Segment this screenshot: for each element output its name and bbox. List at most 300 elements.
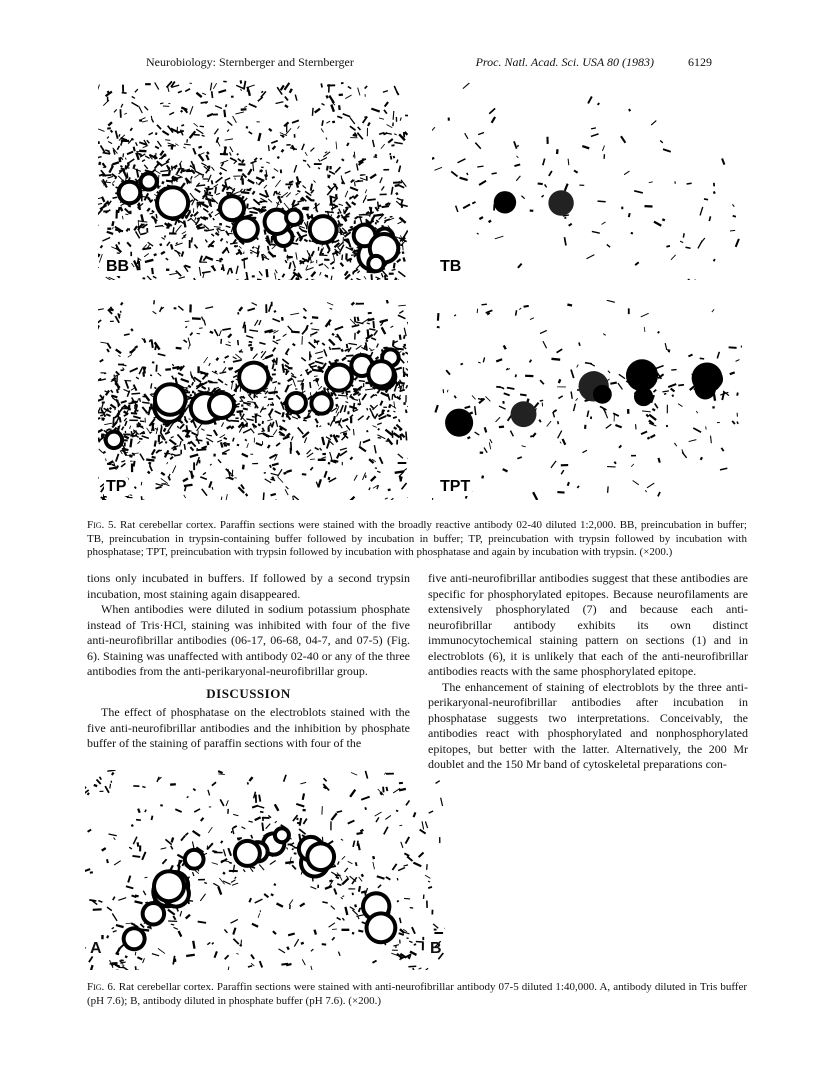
stain-fiber <box>465 407 471 409</box>
stain-fiber <box>297 126 299 129</box>
stain-fiber <box>131 388 134 390</box>
stain-fiber <box>178 306 183 310</box>
stain-fiber <box>113 197 118 198</box>
stain-fiber <box>244 189 246 192</box>
stain-fiber <box>108 141 112 143</box>
stain-fiber <box>212 91 213 98</box>
stain-fiber <box>249 342 252 343</box>
stain-fiber <box>258 133 260 141</box>
stain-fiber <box>255 817 261 820</box>
stain-fiber <box>116 454 119 462</box>
stain-fiber <box>334 416 335 422</box>
stain-fiber <box>249 330 258 331</box>
stain-fiber <box>422 968 428 970</box>
cell-nucleus <box>277 830 287 840</box>
cell-nucleus <box>145 905 162 922</box>
stain-fiber <box>184 444 185 450</box>
stain-fiber <box>297 818 298 820</box>
stain-fiber <box>165 432 170 434</box>
stain-fiber <box>503 469 508 471</box>
stain-fiber <box>393 788 400 793</box>
stain-fiber <box>211 212 213 214</box>
stain-fiber <box>484 448 487 453</box>
stain-fiber <box>149 340 150 342</box>
stain-fiber <box>720 468 727 470</box>
stain-fiber <box>365 389 374 390</box>
stain-fiber <box>275 821 277 823</box>
stain-fiber <box>722 158 724 164</box>
stain-fiber <box>264 185 267 188</box>
stain-fiber <box>287 947 289 950</box>
stain-fiber <box>103 452 106 453</box>
stain-fiber <box>247 782 248 784</box>
stain-fiber <box>328 423 329 425</box>
stain-fiber <box>191 176 193 179</box>
stain-fiber <box>388 489 391 490</box>
stain-fiber <box>144 106 148 110</box>
stain-fiber <box>131 329 133 331</box>
stain-fiber <box>282 317 283 321</box>
stain-fiber <box>317 357 322 358</box>
stain-fiber <box>180 424 184 429</box>
stain-fiber <box>101 145 105 152</box>
figure-5 <box>98 80 746 504</box>
stain-fiber <box>641 313 649 317</box>
stain-fiber <box>396 193 397 195</box>
stain-fiber <box>241 89 242 91</box>
stain-fiber <box>302 144 305 150</box>
stain-fiber <box>378 438 381 439</box>
stain-fiber <box>516 176 520 181</box>
cell-body <box>593 385 612 404</box>
stain-fiber <box>408 966 416 967</box>
stain-fiber <box>277 157 279 158</box>
stain-fiber <box>204 357 208 363</box>
stain-fiber <box>696 411 698 413</box>
stain-fiber <box>407 361 408 365</box>
stain-fiber <box>284 122 288 126</box>
stain-fiber <box>307 221 308 229</box>
stain-fiber <box>216 233 219 235</box>
stain-fiber <box>98 901 102 903</box>
figure-6 <box>85 770 445 970</box>
stain-fiber <box>193 872 194 876</box>
stain-fiber <box>296 238 298 241</box>
micrograph-tb <box>432 80 742 280</box>
figure-6-caption-text: Rat cerebellar cortex. Paraffin sections were stained with anti-neurofibrillar antibody 07-5 diluted 1:40,000. A, antibody diluted in Tris buffer (pH 7.6); B, antibody diluted in phosphate buffer (pH 7.6). (×200.) <box>87 981 748 1007</box>
stain-fiber <box>211 266 214 267</box>
stain-fiber <box>268 404 269 406</box>
stain-fiber <box>196 93 201 97</box>
stain-fiber <box>152 362 154 363</box>
stain-fiber <box>160 151 163 156</box>
stain-fiber <box>161 237 164 239</box>
stain-fiber <box>359 886 360 892</box>
stain-fiber <box>329 880 332 881</box>
stain-fiber <box>348 87 351 89</box>
stain-fiber <box>157 125 161 129</box>
stain-fiber <box>374 330 377 335</box>
stain-fiber <box>138 809 140 813</box>
stain-fiber <box>656 366 663 369</box>
stain-fiber <box>231 475 233 476</box>
stain-fiber <box>398 182 400 183</box>
stain-fiber <box>591 128 596 129</box>
stain-fiber <box>300 903 305 906</box>
stain-fiber <box>126 228 128 231</box>
stain-fiber <box>230 421 239 422</box>
stain-fiber <box>478 133 484 135</box>
stain-fiber <box>157 141 161 147</box>
stain-fiber <box>733 216 736 217</box>
stain-fiber <box>144 165 147 169</box>
stain-fiber <box>130 439 131 448</box>
stain-fiber <box>489 221 491 223</box>
stain-fiber <box>134 461 135 467</box>
stain-fiber <box>403 469 407 472</box>
stain-fiber <box>207 942 210 944</box>
stain-fiber <box>386 877 391 880</box>
stain-fiber <box>387 415 391 416</box>
stain-fiber <box>268 425 270 427</box>
stain-fiber <box>194 123 198 127</box>
stain-fiber <box>124 414 128 416</box>
stain-fiber <box>330 308 333 309</box>
stain-fiber <box>285 105 288 107</box>
cell-nucleus <box>368 915 393 940</box>
stain-fiber <box>342 182 343 184</box>
stain-fiber <box>216 358 218 360</box>
stain-fiber <box>274 369 275 371</box>
stain-fiber <box>374 445 376 453</box>
stain-fiber <box>348 343 357 344</box>
stain-fiber <box>292 120 299 122</box>
stain-fiber <box>113 897 115 900</box>
running-header <box>146 55 712 71</box>
stain-fiber <box>194 278 196 280</box>
stain-fiber <box>239 246 242 248</box>
stain-fiber <box>347 344 348 348</box>
stain-fiber <box>121 169 125 170</box>
stain-fiber <box>204 883 207 884</box>
stain-fiber <box>251 347 252 351</box>
stain-fiber <box>680 241 683 243</box>
paragraph: When antibodies were diluted in sodium potassium phosphate instead of Tris·HCl, staining was inhibited with four of the five anti-neurofibrillar antibodies (06-17, 06-68, 04-7, and 07-5) (Fig. 6). Staining was unaffected with antibody 02-40 or any of the three antibodies from the anti-perikaryonal-neurofibrillar group. <box>87 602 410 678</box>
stain-fiber <box>106 414 110 416</box>
stain-fiber <box>273 468 275 470</box>
stain-fiber <box>351 180 354 183</box>
stain-fiber <box>161 252 165 254</box>
stain-fiber <box>463 204 470 208</box>
stain-fiber <box>302 328 307 334</box>
stain-fiber <box>668 384 676 387</box>
stain-fiber <box>342 392 345 393</box>
stain-fiber <box>288 378 293 381</box>
stain-fiber <box>393 111 394 120</box>
stain-fiber <box>356 322 363 324</box>
stain-fiber <box>155 164 159 169</box>
stain-fiber <box>113 931 117 932</box>
stain-fiber <box>226 443 228 446</box>
stain-fiber <box>229 862 232 863</box>
stain-fiber <box>651 121 656 126</box>
stain-fiber <box>143 372 144 376</box>
stain-fiber <box>428 881 430 882</box>
stain-fiber <box>425 875 430 878</box>
stain-fiber <box>218 774 224 775</box>
stain-fiber <box>266 162 269 163</box>
stain-fiber <box>242 160 244 163</box>
stain-fiber <box>94 785 97 786</box>
stain-fiber <box>521 196 524 199</box>
stain-fiber <box>351 255 356 256</box>
stain-fiber <box>432 158 434 160</box>
stain-fiber <box>202 387 206 389</box>
stain-fiber <box>483 357 484 362</box>
stain-fiber <box>289 262 290 269</box>
stain-fiber <box>367 408 368 410</box>
stain-fiber <box>195 199 198 201</box>
stain-fiber <box>190 395 191 396</box>
stain-fiber <box>339 337 340 339</box>
stain-fiber <box>209 214 211 218</box>
stain-fiber <box>520 394 526 395</box>
stain-fiber <box>315 419 317 423</box>
stain-fiber <box>118 898 126 901</box>
stain-fiber <box>295 193 298 195</box>
stain-fiber <box>373 862 375 869</box>
stain-fiber <box>645 490 646 492</box>
stain-fiber <box>342 159 344 161</box>
stain-fiber <box>381 144 385 149</box>
stain-fiber <box>329 322 330 325</box>
stain-fiber <box>119 242 120 245</box>
stain-fiber <box>116 371 120 375</box>
stain-fiber <box>196 440 203 441</box>
stain-fiber <box>341 897 343 899</box>
stain-fiber <box>737 393 738 396</box>
stain-fiber <box>233 928 235 935</box>
stain-fiber <box>130 128 132 131</box>
figure-6-caption-label: Fig. 6. <box>87 981 116 993</box>
stain-fiber <box>124 436 129 438</box>
stain-fiber <box>366 431 368 432</box>
stain-fiber <box>553 410 556 412</box>
stain-fiber <box>510 431 513 437</box>
stain-fiber <box>192 841 193 848</box>
stain-fiber <box>171 846 173 850</box>
stain-fiber <box>191 371 192 378</box>
stain-fiber <box>235 877 237 879</box>
stain-fiber <box>370 174 376 178</box>
stain-fiber <box>685 247 690 248</box>
stain-fiber <box>148 463 151 464</box>
stain-fiber <box>268 145 269 151</box>
stain-fiber <box>539 420 541 423</box>
stain-fiber <box>406 432 407 441</box>
stain-fiber <box>102 175 111 176</box>
stain-fiber <box>387 439 392 445</box>
stain-fiber <box>741 346 742 348</box>
stain-fiber <box>263 433 269 436</box>
stain-fiber <box>533 492 537 500</box>
stain-fiber <box>381 273 383 277</box>
stain-fiber <box>399 395 400 398</box>
stain-fiber <box>369 348 372 350</box>
stain-fiber <box>261 170 263 172</box>
stain-fiber <box>183 170 186 171</box>
stain-fiber <box>152 954 159 956</box>
stain-fiber <box>247 443 249 448</box>
stain-fiber <box>188 219 191 221</box>
stain-fiber <box>399 825 402 826</box>
stain-fiber <box>271 894 274 895</box>
stain-fiber <box>98 430 103 433</box>
stain-fiber <box>192 382 193 385</box>
stain-fiber <box>161 473 165 476</box>
stain-fiber <box>260 961 263 967</box>
stain-fiber <box>239 307 242 311</box>
stain-fiber <box>155 226 163 227</box>
stain-fiber <box>254 158 257 160</box>
stain-fiber <box>249 777 252 781</box>
stain-fiber <box>115 229 123 231</box>
stain-fiber <box>301 358 306 361</box>
stain-fiber <box>100 415 103 416</box>
stain-fiber <box>135 966 136 970</box>
stain-fiber <box>128 206 131 207</box>
stain-fiber <box>326 320 331 327</box>
stain-fiber <box>218 379 223 383</box>
stain-fiber <box>397 878 398 880</box>
stain-fiber <box>386 787 387 791</box>
stain-fiber <box>230 146 233 151</box>
stain-fiber <box>261 351 263 353</box>
stain-fiber <box>320 272 321 275</box>
stain-fiber <box>238 312 239 314</box>
stain-fiber <box>373 321 374 328</box>
micrograph-tp <box>98 300 408 500</box>
stain-fiber <box>188 338 190 346</box>
stain-fiber <box>407 322 408 325</box>
stain-fiber <box>110 408 111 410</box>
stain-fiber <box>181 107 187 109</box>
stain-fiber <box>587 411 588 417</box>
stain-fiber <box>332 206 333 212</box>
stain-fiber <box>276 102 284 104</box>
stain-fiber <box>331 435 332 438</box>
stain-fiber <box>105 185 107 187</box>
stain-fiber <box>349 406 357 408</box>
stain-fiber <box>377 471 380 472</box>
stain-fiber <box>610 383 616 384</box>
stain-fiber <box>258 424 261 425</box>
stain-fiber <box>178 348 181 349</box>
stain-fiber <box>516 156 518 158</box>
stain-fiber <box>429 811 434 813</box>
stain-fiber <box>655 403 658 408</box>
stain-fiber <box>155 346 156 350</box>
stain-fiber <box>706 426 707 429</box>
stain-fiber <box>352 325 359 327</box>
stain-fiber <box>150 213 153 214</box>
stain-fiber <box>244 106 247 107</box>
stain-fiber <box>147 276 152 280</box>
stain-fiber <box>264 397 267 398</box>
stain-fiber <box>304 239 307 241</box>
stain-fiber <box>323 152 330 157</box>
stain-fiber <box>215 187 216 194</box>
stain-fiber <box>268 445 270 448</box>
stain-fiber <box>112 221 113 226</box>
stain-fiber <box>316 482 318 486</box>
stain-fiber <box>155 146 159 148</box>
stain-fiber <box>229 152 231 155</box>
stain-fiber <box>242 454 248 457</box>
stain-fiber <box>270 465 271 468</box>
stain-fiber <box>130 426 131 429</box>
stain-fiber <box>155 82 159 89</box>
stain-fiber <box>164 428 166 431</box>
stain-fiber <box>156 450 160 453</box>
stain-fiber <box>225 955 229 959</box>
stain-fiber <box>239 424 243 428</box>
stain-fiber <box>514 164 520 166</box>
stain-fiber <box>169 170 170 175</box>
stain-fiber <box>315 361 323 363</box>
cell-body <box>703 369 723 389</box>
stain-fiber <box>146 460 154 461</box>
stain-fiber <box>346 425 350 430</box>
stain-fiber <box>172 364 173 366</box>
stain-fiber <box>413 863 421 867</box>
stain-fiber <box>315 351 323 353</box>
stain-fiber <box>561 470 564 474</box>
stain-fiber <box>209 363 211 366</box>
stain-fiber <box>297 191 300 192</box>
stain-fiber <box>319 426 321 427</box>
stain-fiber <box>282 274 284 278</box>
stain-fiber <box>352 202 356 205</box>
stain-fiber <box>347 143 349 146</box>
paragraph: The enhancement of staining of electroblots by the three anti-perikaryonal-neurofibrillar antibodies after incubation in phosphatase suggests two interpretations. Conceivably, the antibodies react with phosphorylated and nonphosphorylated epitopes, but better with the latter. Alternatively, the 200 Mr doublet and the 150 Mr band of cytoskeletal preparations con- <box>428 679 748 771</box>
stain-fiber <box>107 91 109 92</box>
stain-fiber <box>132 97 135 99</box>
stain-fiber <box>403 353 404 356</box>
stain-fiber <box>345 402 348 403</box>
stain-fiber <box>161 426 162 433</box>
stain-fiber <box>293 379 296 387</box>
stain-fiber <box>171 924 174 925</box>
stain-fiber <box>310 382 311 388</box>
stain-fiber <box>374 214 383 215</box>
stain-fiber <box>263 492 264 500</box>
stain-fiber <box>608 486 609 492</box>
stain-fiber <box>398 382 405 383</box>
stain-fiber <box>357 271 359 273</box>
panel-label-tpt: TPT <box>440 478 471 495</box>
cell-nucleus <box>370 258 381 269</box>
stain-fiber <box>193 941 194 949</box>
stain-fiber <box>571 370 574 379</box>
stain-fiber <box>292 849 294 850</box>
stain-fiber <box>359 381 365 382</box>
stain-fiber <box>187 139 188 142</box>
stain-fiber <box>247 126 248 128</box>
stain-fiber <box>400 117 401 120</box>
stain-fiber <box>166 484 169 485</box>
stain-fiber <box>271 473 278 475</box>
